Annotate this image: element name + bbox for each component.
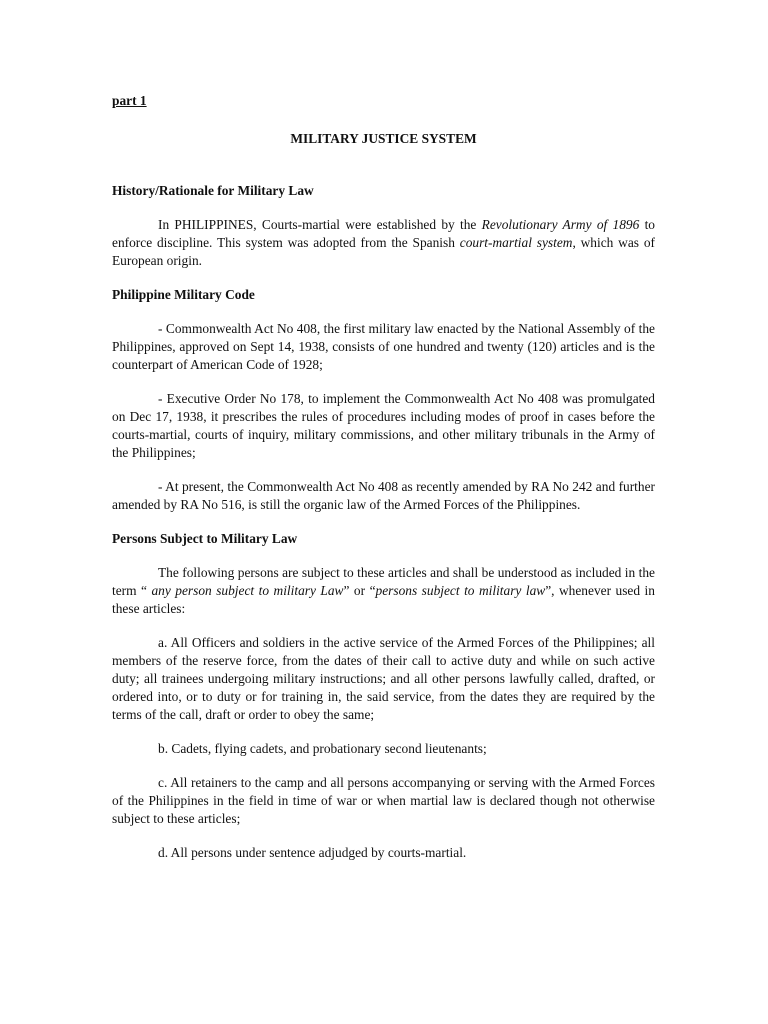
persons-intro-text-2: ” or “ xyxy=(343,583,376,598)
persons-item-b: b. Cadets, flying cadets, and probationary second lieutenants; xyxy=(158,741,487,756)
document-title: MILITARY JUSTICE SYSTEM xyxy=(290,131,477,146)
history-italic-court-martial-system: court-martial system xyxy=(459,235,573,250)
persons-subject-heading: Persons Subject to Military Law xyxy=(112,531,298,546)
history-text-2: to enforce discipline. This system was adopted from the Spanish xyxy=(112,217,655,250)
history-text-3: , which was of European origin. xyxy=(112,235,655,268)
code-item-present-law: - At present, the Commonwealth Act No 408 as recently amended by RA No 242 and further amended by RA No 516, is still the organic law of the Armed Forces of the Philippines. xyxy=(112,479,655,512)
history-paragraph xyxy=(112,216,655,270)
history-text-1: In PHILIPPINES, Courts-martial were established by the xyxy=(158,217,482,232)
document-body xyxy=(112,92,655,862)
code-item-executive-order-178: - Executive Order No 178, to implement the Commonwealth Act No 408 was promulgated on Dec 17, 1938, it prescribes the rules of procedures including modes of proof in cases before the courts-martial, courts of inquiry, military commissions, and other military tribunals in the Army of the Philippines; xyxy=(112,391,655,460)
persons-intro-italic-2: persons subject to military law xyxy=(375,583,546,598)
persons-intro-italic-1: any person subject to military Law xyxy=(151,583,344,598)
history-heading: History/Rationale for Military Law xyxy=(112,183,314,198)
persons-item-a: a. All Officers and soldiers in the active service of the Armed Forces of the Philippines; all members of the reserve force, from the dates of their call to active duty and while on such active duty; all trainees undergoing military instructions; and all other persons lawfully called, drafted, or ordered into, or to duty or for training in, the said service, from the dates they are required by the terms of the call, draft or order to obey the same; xyxy=(112,635,655,722)
persons-intro-text-1: The following persons are subject to these articles and shall be understood as included in the term “ xyxy=(112,565,655,598)
persons-item-d: d. All persons under sentence adjudged by courts-martial. xyxy=(158,845,467,860)
military-code-heading: Philippine Military Code xyxy=(112,287,255,302)
code-item-commonwealth-act-408: - Commonwealth Act No 408, the first military law enacted by the National Assembly of the Philippines, approved on Sept 14, 1938, consists of one hundred and twenty (120) articles and is the counterpart of American Code of 1928; xyxy=(112,321,655,372)
persons-intro-text-3: ”, whenever used in these articles: xyxy=(112,583,655,616)
part-label: part 1 xyxy=(112,93,147,108)
persons-intro-paragraph xyxy=(112,564,655,618)
history-italic-revolutionary-army: Revolutionary Army of 1896 xyxy=(481,217,640,232)
persons-item-c: c. All retainers to the camp and all persons accompanying or serving with the Armed Forces of the Philippines in the field in time of war or when martial law is declared though not otherwise subject to these articles; xyxy=(112,775,655,826)
